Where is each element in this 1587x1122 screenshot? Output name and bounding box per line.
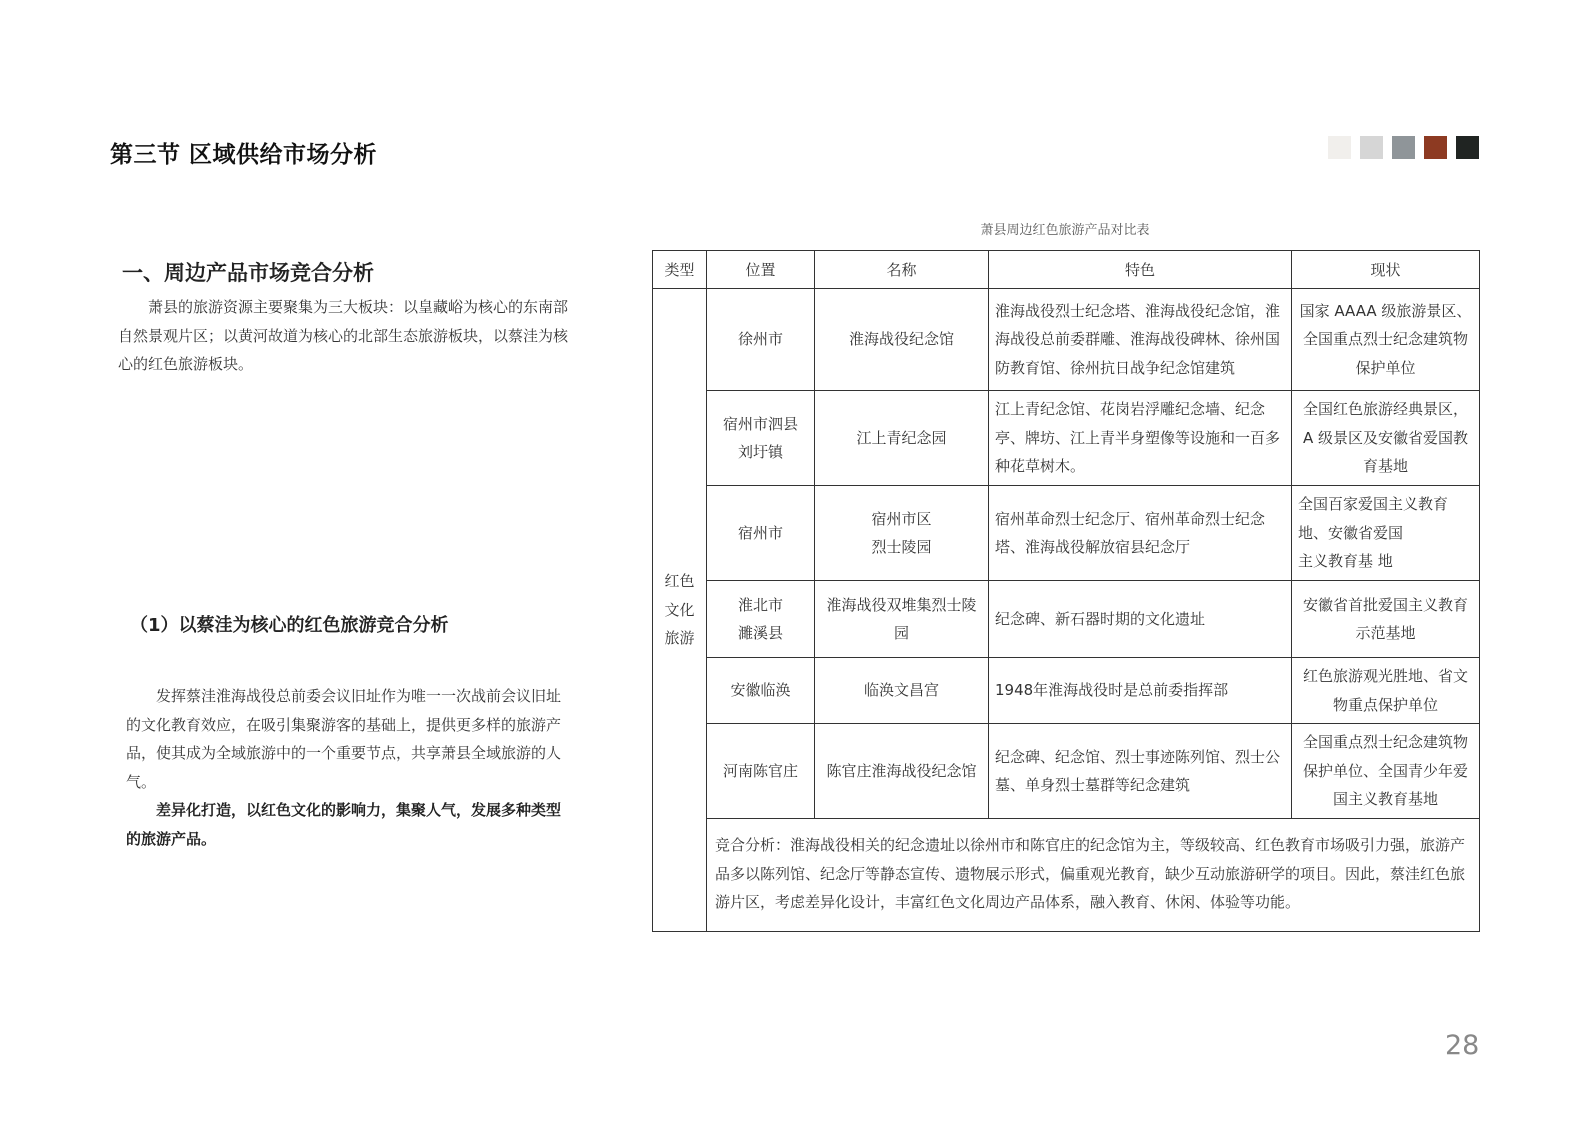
column-header-type: 类型 [653,251,707,289]
feature-cell: 纪念碑、新石器时期的文化遗址 [989,581,1292,658]
table-row [653,581,1480,658]
status-cell: 国家 AAAA 级旅游景区、全国重点烈士纪念建筑物保护单位 [1292,289,1480,391]
palette-swatch [1392,136,1415,159]
name-cell: 临涣文昌宫 [815,658,989,724]
status-cell: 安徽省首批爱国主义教育示范基地 [1292,581,1480,658]
section-title: 第三节 区域供给市场分析 [110,142,378,168]
column-header-name: 名称 [815,251,989,289]
location-cell: 宿州市 [707,486,815,581]
location-cell: 徐州市 [707,289,815,391]
palette-swatch [1328,136,1351,159]
palette-swatch [1360,136,1383,159]
table-header-row [653,251,1480,289]
location-cell: 宿州市泗县 刘圩镇 [707,391,815,486]
intro-paragraph: 萧县的旅游资源主要聚集为三大板块：以皇藏峪为核心的东南部自然景观片区；以黄河故道为核心的北部生态旅游板块，以蔡洼为核心的红色旅游板块。 [118,298,569,373]
table-row [653,724,1480,819]
name-cell: 陈官庄淮海战役纪念馆 [815,724,989,819]
status-cell: 全国百家爱国主义教育地、安徽省爱国 主义教育基 地 [1292,486,1480,581]
feature-cell: 淮海战役烈士纪念塔、淮海战役纪念馆，淮海战役总前委群雕、淮海战役碑林、徐州国防教育馆、徐州抗日战争纪念馆建筑 [989,289,1292,391]
name-cell: 宿州市区 烈士陵园 [815,486,989,581]
name-cell: 淮海战役纪念馆 [815,289,989,391]
feature-cell: 纪念碑、纪念馆、烈士事迹陈列馆、烈士公墓、单身烈士墓群等纪念建筑 [989,724,1292,819]
emphasis-paragraph: 差异化打造，以红色文化的影响力，集聚人气，发展多种类型的旅游产品。 [126,801,562,848]
status-cell: 红色旅游观光胜地、省文物重点保护单位 [1292,658,1480,724]
comparison-table [652,250,1480,932]
feature-cell: 宿州革命烈士纪念厅、宿州革命烈士纪念塔、淮海战役解放宿县纪念厅 [989,486,1292,581]
feature-cell: 江上青纪念馆、花岗岩浮雕纪念墙、纪念亭、牌坊、江上青半身塑像等设施和一百多种花草树木。 [989,391,1292,486]
palette-swatch [1456,136,1479,159]
body-paragraph: 发挥蔡洼淮海战役总前委会议旧址作为唯一一次战前会议旧址的文化教育效应，在吸引集聚游客的基础上，提供更多样的旅游产品，使其成为全域旅游中的一个重要节点，共享萧县全域旅游的人气。 [126,687,562,791]
palette-swatch [1424,136,1447,159]
column-header-location: 位置 [707,251,815,289]
sub-heading: （1）以蔡洼为核心的红色旅游竞合分析 [130,615,449,636]
analysis-row [653,819,1480,932]
location-cell: 河南陈官庄 [707,724,815,819]
table-row [653,289,1480,391]
column-header-feature: 特色 [989,251,1292,289]
column-header-status: 现状 [1292,251,1480,289]
name-cell: 江上青纪念园 [815,391,989,486]
analysis-cell: 竞合分析：淮海战役相关的纪念遗址以徐州市和陈官庄的纪念馆为主，等级较高、红色教育市场吸引力强，旅游产品多以陈列馆、纪念厅等静态宣传、遗物展示形式，偏重观光教育，缺少互动旅游研学的项目。因此，蔡洼红色旅游片区，考虑差异化设计，丰富红色文化周边产品体系，融入教育、休闲、体验等功能。 [707,819,1480,932]
table-caption: 萧县周边红色旅游产品对比表 [980,223,1150,238]
location-cell: 淮北市 濉溪县 [707,581,815,658]
subsection-heading: 一、周边产品市场竞合分析 [122,261,374,285]
table-row [653,391,1480,486]
name-cell: 淮海战役双堆集烈士陵园 [815,581,989,658]
table-row [653,658,1480,724]
table-row [653,486,1480,581]
status-cell: 全国红色旅游经典景区，A 级景区及安徽省爱国教育基地 [1292,391,1480,486]
type-cell: 红色 文化 旅游 [653,289,707,932]
location-cell: 安徽临涣 [707,658,815,724]
page-number: 28 [1445,1030,1480,1061]
color-palette [1328,136,1479,159]
feature-cell: 1948年淮海战役时是总前委指挥部 [989,658,1292,724]
status-cell: 全国重点烈士纪念建筑物保护单位、全国青少年爱国主义教育基地 [1292,724,1480,819]
